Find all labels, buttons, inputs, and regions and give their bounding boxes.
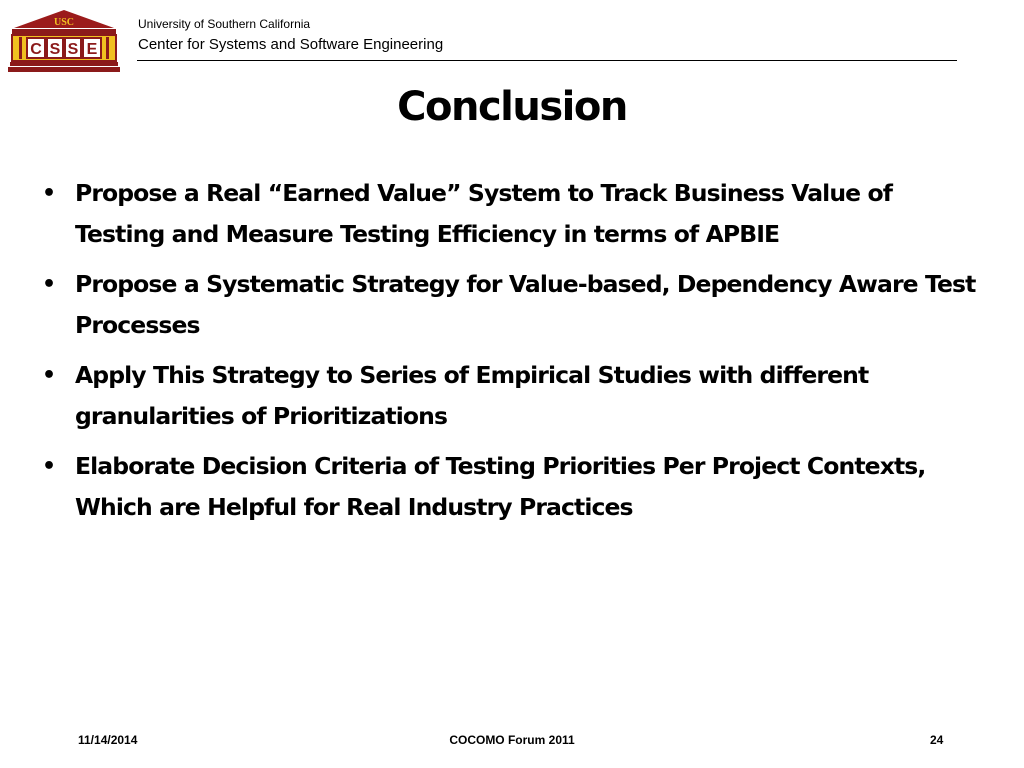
footer-date: 11/14/2014 [78, 733, 138, 747]
bullet-text: Elaborate Decision Criteria of Testing Priorities Per Project Contexts, Which are Helpful for Real Industry Practices [75, 452, 926, 521]
header-divider [137, 60, 957, 61]
org-university-name: University of Southern California [138, 17, 311, 31]
bullet-dot-icon: • [42, 181, 56, 206]
footer-page-number: 24 [930, 733, 944, 747]
slide-title: Conclusion [397, 84, 627, 130]
footer-event-name: COCOMO Forum 2011 [449, 733, 575, 747]
bullet-dot-icon: • [42, 363, 56, 388]
bullet-item [40, 264, 980, 346]
bullet-item [40, 173, 980, 255]
bullet-text: Apply This Strategy to Series of Empirical Studies with different granularities of Prioritizations [75, 361, 869, 430]
bullet-dot-icon: • [42, 272, 56, 297]
logo-letter-c: C [30, 41, 42, 58]
bullet-text: Propose a Systematic Strategy for Value-based, Dependency Aware Test Processes [75, 270, 976, 339]
bullet-item [40, 355, 980, 437]
logo-letter-e: E [86, 41, 98, 58]
bullet-list [40, 173, 980, 537]
bullet-dot-icon: • [42, 454, 56, 479]
logo-letter-s1: S [49, 41, 61, 58]
bullet-item [40, 446, 980, 528]
csse-building-logo-icon [8, 8, 120, 74]
org-center-name: Center for Systems and Software Engineering [138, 36, 444, 53]
bullet-text: Propose a Real “Earned Value” System to Track Business Value of Testing and Measure Testing Efficiency in terms of APBIE [75, 179, 893, 248]
logo-letter-s2: S [67, 41, 79, 58]
logo-roof-text: USC [53, 17, 75, 28]
